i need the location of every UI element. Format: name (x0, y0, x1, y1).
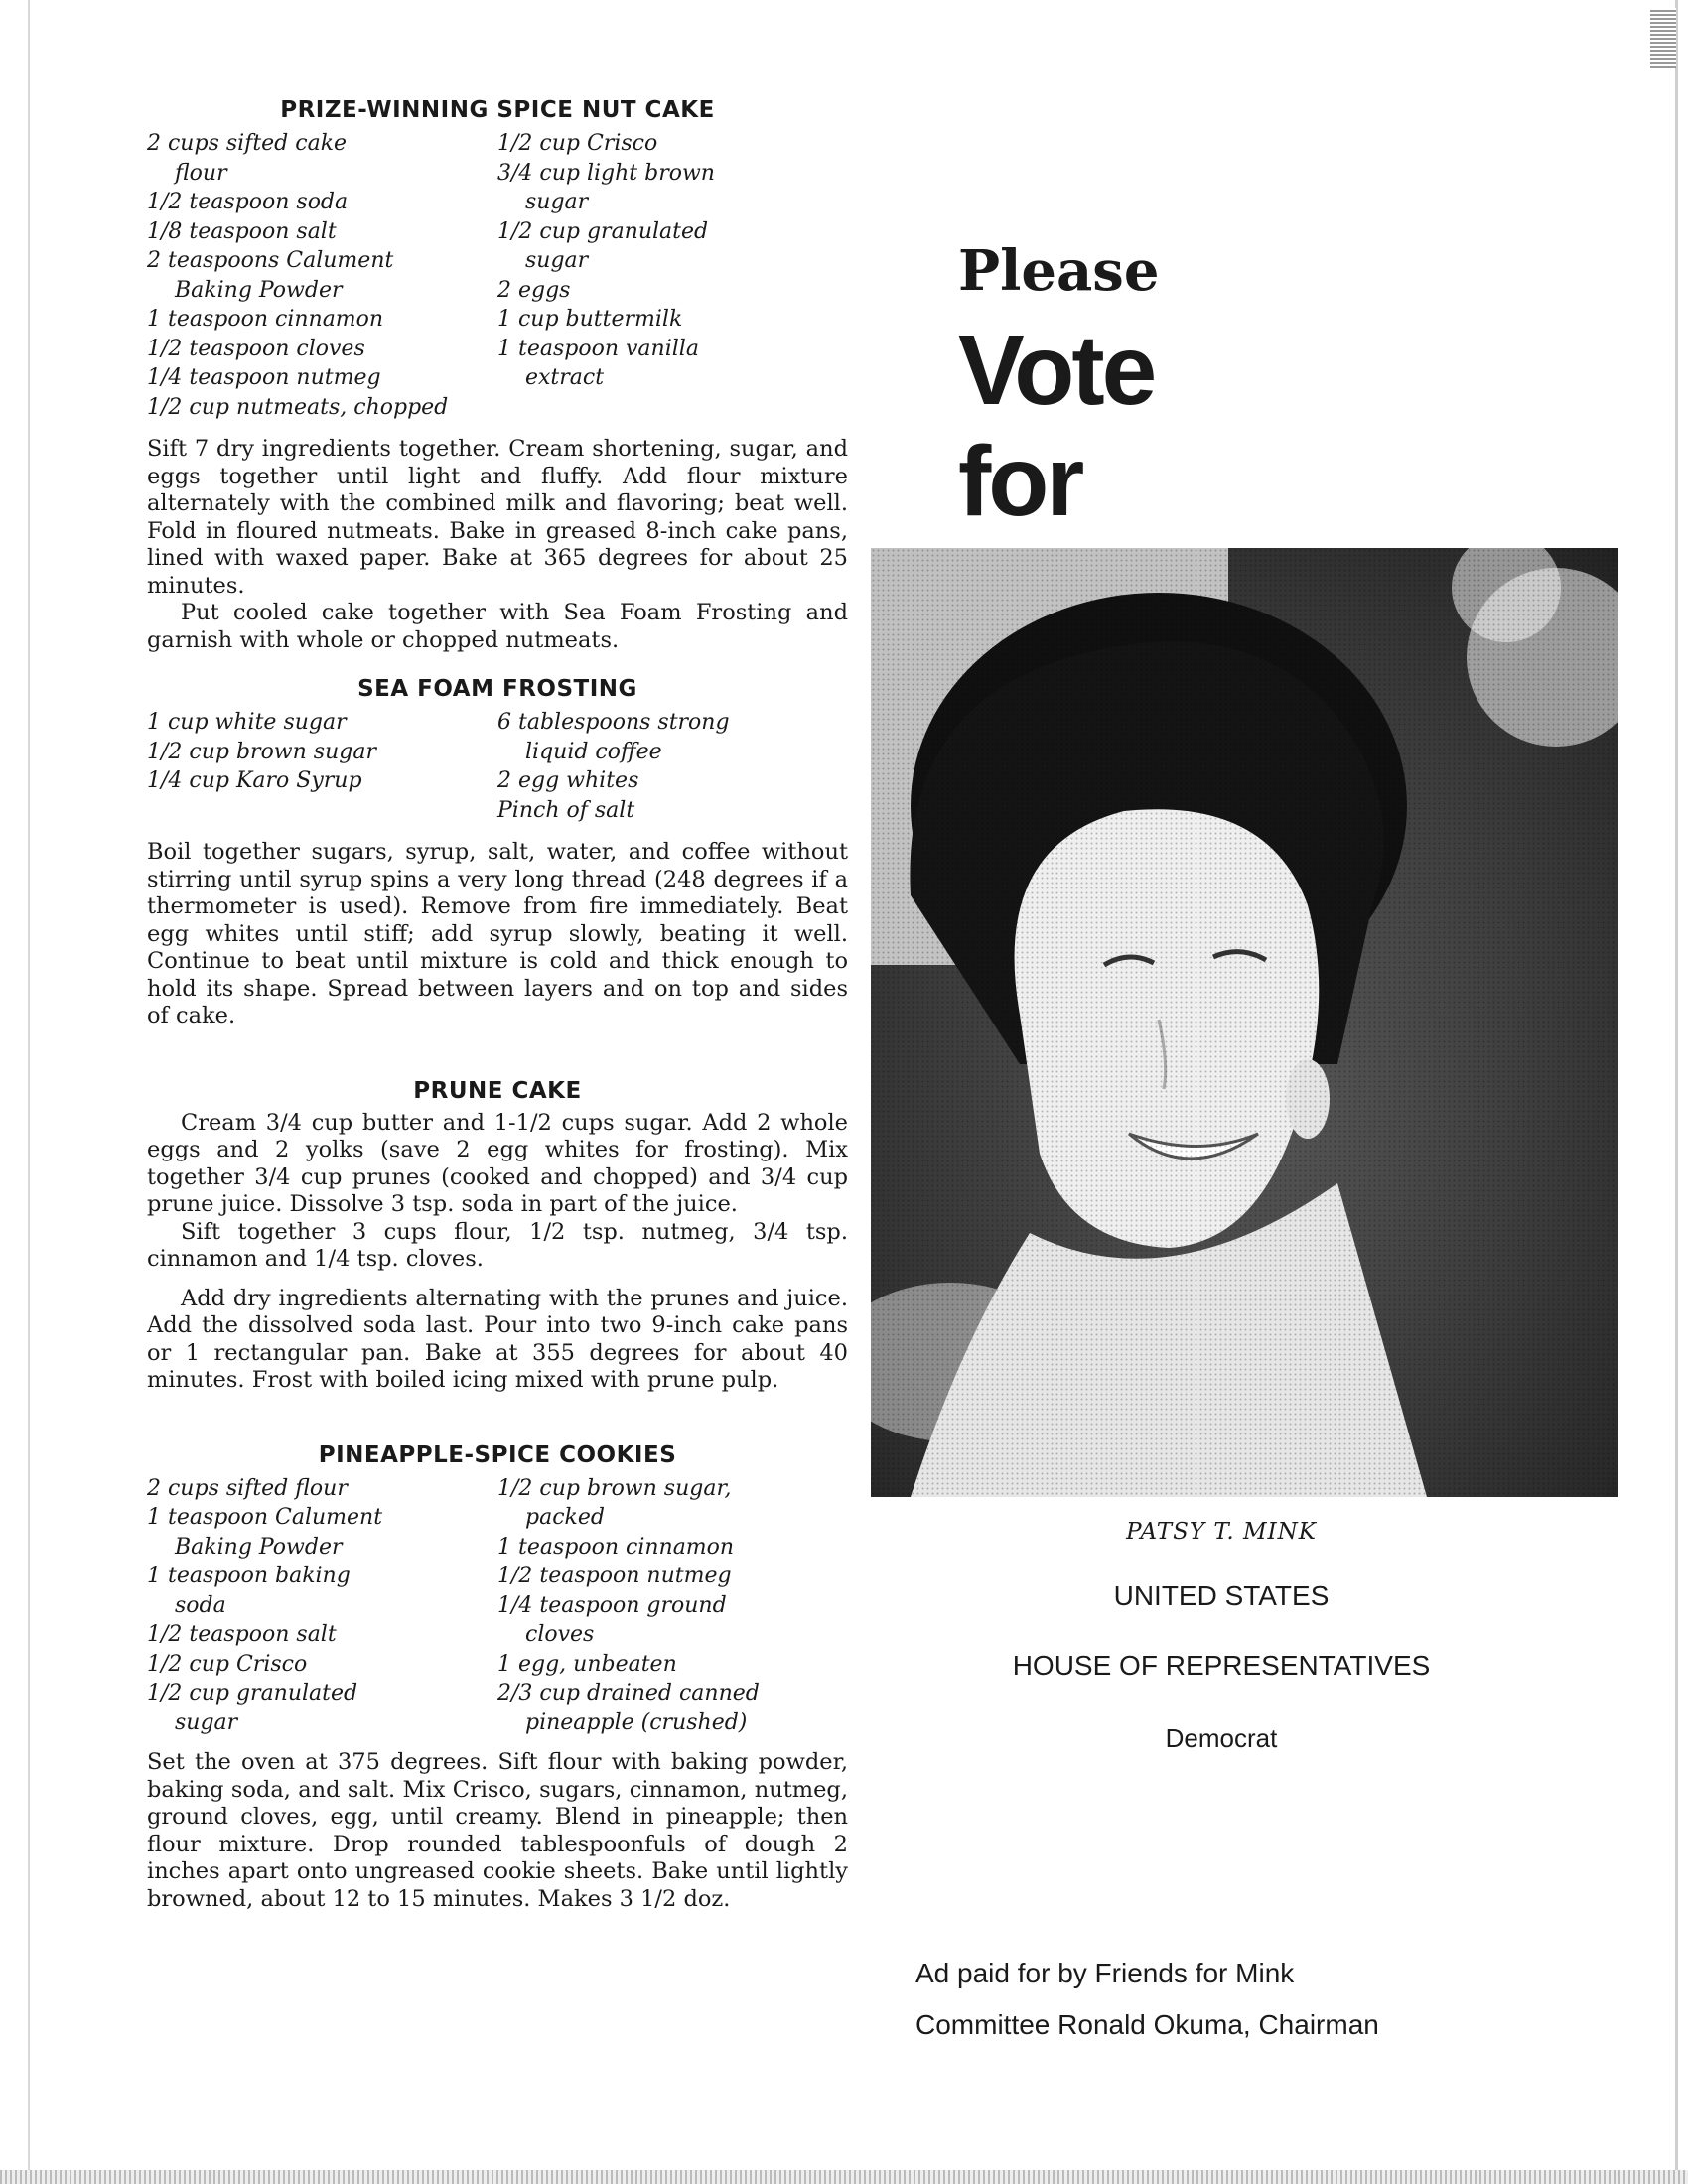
office-line-1: UNITED STATES (1113, 1580, 1330, 1611)
ingredient: 1/2 teaspoon nutmeg (497, 1564, 732, 1588)
ad-please: Please (958, 238, 1160, 304)
instructions-spice-nut-cake: Sift 7 dry ingredients together. Cream shortening, sugar, and eggs together until light and fluffy. Add flour mixture alternately with the combined milk and flavoring; beat well. Fold in floured nutmeats. Bake in greased 8-inch cake pans, lined with waxed paper. Bake at 365 degrees for about 25 minutes. (147, 436, 848, 599)
scan-right-edge (1675, 0, 1678, 2184)
candidate-portrait (871, 548, 1618, 1497)
ingredient: 1/2 cup granulated sugar (497, 218, 709, 273)
ingredient: 1/2 teaspoon cloves (147, 336, 365, 361)
ingredient: 1/4 teaspoon nutmeg (147, 365, 381, 390)
ingredient: 2/3 cup drained canned pineapple (crushed) (497, 1681, 760, 1735)
candidate-name: PATSY T. MINK (1126, 1519, 1317, 1545)
paid-for-line-2: Committee Ronald Okuma, Chairman (915, 2009, 1379, 2040)
ingredient: 6 tablespoons strong liquid coffee (497, 710, 730, 764)
ingredient: 1 teaspoon vanilla extract (497, 336, 699, 390)
ingredient: 1/2 cup brown sugar, packed (497, 1475, 732, 1530)
ingredients-spice-nut-cake (147, 129, 848, 422)
instructions-prune-cake-3: Add dry ingredients alternating with the prunes and juice. Add the dissolved soda last. Pour into two 9-inch cake pans or 1 rectangular pan. Bake at 355 degrees for about 40 minutes. Frost with boiled icing mixed with prune pulp. (147, 1285, 848, 1393)
ingredient: 1/2 cup brown sugar (147, 739, 376, 764)
ingredient: 2 eggs (497, 277, 571, 303)
portrait-illustration (871, 548, 1618, 1497)
ingredient: 1/2 cup nutmeats, chopped (147, 394, 449, 420)
ingredient: 1/2 cup Crisco (147, 1651, 308, 1677)
ingredient: Pinch of salt (497, 797, 635, 823)
ingredient: 1 cup white sugar (147, 710, 347, 735)
ingredient: 1 teaspoon cinnamon (147, 307, 384, 332)
ingredient: 1/2 teaspoon soda (147, 190, 349, 214)
scan-corner-mark (1650, 8, 1676, 68)
recipe-title-spice-nut-cake: PRIZE-WINNING SPICE NUT CAKE (280, 97, 715, 123)
instructions-pineapple-spice-cookies: Set the oven at 375 degrees. Sift flour with baking powder, baking soda, and salt. Mix Crisco, sugars, cinnamon, nutmeg, ground cloves, egg, until creamy. Blend in pineapple; then flour mixture. Drop rounded tablespoonfuls of dough 2 inches apart onto ungreased cookie sheets. Bake until lightly browned, about 12 to 15 minutes. Makes 3 1/2 doz. (147, 1749, 848, 1912)
recipes-column (147, 97, 848, 1913)
office-line-2: HOUSE OF REPRESENTATIVES (1012, 1650, 1431, 1681)
ingredient: 1 cup buttermilk (497, 307, 683, 332)
ingredient: 1/8 teaspoon salt (147, 218, 337, 244)
ingredient: 2 teaspoons Calument Baking Powder (147, 248, 394, 303)
recipe-title-pineapple-spice-cookies: PINEAPPLE-SPICE COOKIES (318, 1441, 677, 1468)
scan-bottom-edge (0, 2170, 1688, 2184)
instructions-sea-foam-frosting: Boil together sugars, syrup, salt, water, and coffee without stirring until syrup spins a very long thread (248 degrees if a thermometer is used). Remove from fire immediately. Beat egg whites until stiff; add syrup slowly, beating it well. Continue to beat until mixture is cold and thick enough to hold its shape. Spread between layers and on top and sides of cake. (147, 839, 848, 1028)
instructions-prune-cake-2: Sift together 3 cups flour, 1/2 tsp. nutmeg, 3/4 tsp. cinnamon and 1/4 tsp. cloves. (147, 1218, 848, 1272)
ingredient: 1/2 cup granulated sugar (147, 1681, 358, 1735)
ingredient: 3/4 cup light brown sugar (497, 160, 715, 214)
ingredient: 1 egg, unbeaten (497, 1651, 677, 1677)
ingredient: 1/2 cup Crisco (497, 131, 658, 156)
party: Democrat (1165, 1723, 1278, 1753)
ingredient: 1/4 teaspoon ground cloves (497, 1592, 727, 1647)
scan-left-edge (28, 0, 30, 2184)
ingredient: 1 teaspoon cinnamon (497, 1534, 735, 1560)
ingredient: 2 egg whites (497, 768, 639, 793)
ingredient: 1/4 cup Karo Syrup (147, 768, 362, 793)
recipe-title-sea-foam-frosting: SEA FOAM FROSTING (357, 676, 637, 702)
instructions-prune-cake: Cream 3/4 cup butter and 1-1/2 cups sugar. Add 2 whole eggs and 2 yolks (save 2 egg whites for frosting). Mix together 3/4 cup prunes (cooked and chopped) and 3/4 cup prune juice. Dissolve 3 tsp. soda in part of the juice. (147, 1109, 848, 1217)
ingredient: 2 cups sifted flour (147, 1475, 348, 1501)
ingredients-pineapple-spice-cookies (147, 1474, 848, 1738)
ingredient: 1/2 teaspoon salt (147, 1622, 337, 1647)
ingredients-sea-foam-frosting (147, 708, 848, 825)
ad-for: for (958, 426, 1082, 537)
instructions-spice-nut-cake-2: Put cooled cake together with Sea Foam Frosting and garnish with whole or chopped nutmeats. (147, 600, 848, 653)
ingredient: 1 teaspoon Calument Baking Powder (147, 1505, 383, 1560)
recipe-title-prune-cake: PRUNE CAKE (413, 1077, 582, 1104)
ingredient: 1 teaspoon baking soda (147, 1564, 351, 1618)
paid-for-line-1: Ad paid for by Friends for Mink (915, 1958, 1295, 1988)
ad-vote: Vote (958, 315, 1155, 426)
ingredient: 2 cups sifted cake flour (147, 131, 348, 186)
